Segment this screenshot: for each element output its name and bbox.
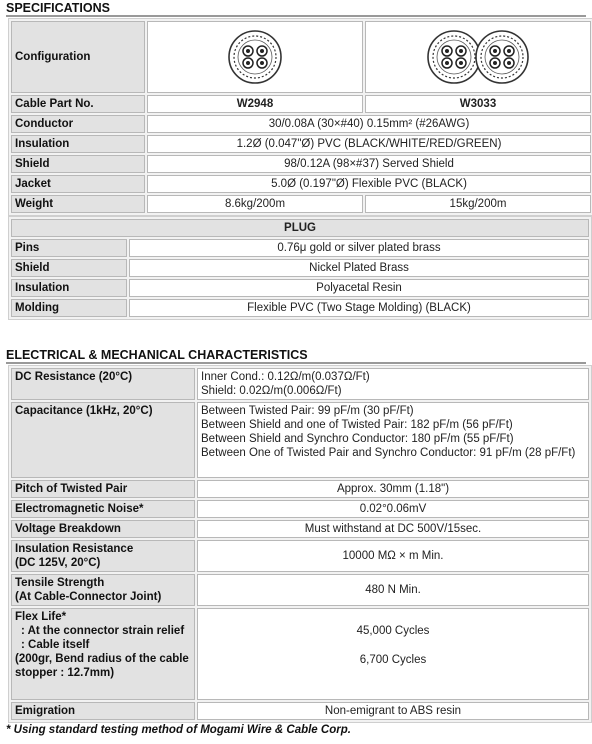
row-value: Polyacetal Resin [129, 279, 589, 297]
capacitance-value [197, 402, 589, 478]
table-row [11, 299, 589, 317]
dc-resistance-value [197, 368, 589, 400]
table-row [11, 480, 589, 498]
row-value: 98/0.12A (98×#37) Served Shield [147, 155, 591, 173]
table-row [11, 608, 589, 700]
specifications-title: SPECIFICATIONS [6, 1, 110, 15]
text-line: Insulation Resistance [15, 543, 134, 555]
text-line: : At the connector strain relief [21, 625, 185, 637]
section-divider [6, 362, 586, 364]
row-label: Jacket [11, 175, 145, 193]
row-label: Capacitance (1kHz, 20°C) [11, 402, 195, 478]
specifications-table [8, 18, 592, 216]
text-line: 45,000 Cycles [356, 625, 430, 637]
electrical-title: ELECTRICAL & MECHANICAL CHARACTERISTICS [6, 348, 308, 362]
row-label: Shield [11, 259, 127, 277]
table-row [11, 402, 589, 478]
row-value: 5.0Ø (0.197"Ø) Flexible PVC (BLACK) [147, 175, 591, 193]
table-row [11, 702, 589, 720]
table-row [11, 259, 589, 277]
text-line: Tensile Strength [15, 577, 105, 589]
text-line: Between Shield and one of Twisted Pair: 182 pF/m (56 pF/Ft) [201, 419, 513, 431]
text-line: (At Cable-Connector Joint) [15, 591, 162, 603]
row-label: Molding [11, 299, 127, 317]
row-value: Non-emigrant to ABS resin [197, 702, 589, 720]
row-value: 1.2Ø (0.047"Ø) PVC (BLACK/WHITE/RED/GREEN) [147, 135, 591, 153]
configuration-row [11, 21, 591, 93]
flex-life-value [197, 608, 589, 700]
row-label: Insulation [11, 135, 145, 153]
part-number-w3033: W3033 [365, 95, 591, 113]
row-value: Nickel Plated Brass [129, 259, 589, 277]
text-line: (200gr, Bend radius of the cable stopper : 12.7mm) [15, 653, 189, 679]
plug-header: PLUG [11, 219, 589, 237]
table-row [11, 195, 591, 213]
config-w3033-cell [365, 21, 591, 93]
row-label: DC Resistance (20°C) [11, 368, 195, 400]
row-label: Shield [11, 155, 145, 173]
row-label: Insulation [11, 279, 127, 297]
table-row [11, 500, 589, 518]
text-line: Between Shield and Synchro Conductor: 180 pF/m (55 pF/Ft) [201, 433, 514, 445]
row-label: Voltage Breakdown [11, 520, 195, 538]
table-row [11, 520, 589, 538]
row-value: Must withstand at DC 500V/15sec. [197, 520, 589, 538]
row-label [11, 608, 195, 700]
row-label: Cable Part No. [11, 95, 145, 113]
cable-cross-section-icon [227, 29, 283, 85]
row-value: 30/0.08A (30×#40) 0.15mm² (#26AWG) [147, 115, 591, 133]
row-value: 480 N Min. [197, 574, 589, 606]
text-line: (DC 125V, 20°C) [15, 557, 101, 569]
row-value: Flexible PVC (Two Stage Molding) (BLACK) [129, 299, 589, 317]
text-line: 6,700 Cycles [359, 654, 427, 666]
table-row [11, 239, 589, 257]
table-row [11, 574, 589, 606]
row-label: Conductor [11, 115, 145, 133]
footnote: * Using standard testing method of Mogami Wire & Cable Corp. [6, 724, 351, 736]
weight-w3033: 15kg/200m [365, 195, 591, 213]
row-label [11, 574, 195, 606]
text-line: Inner Cond.: 0.12Ω/m(0.037Ω/Ft) [201, 371, 370, 383]
row-label: Pins [11, 239, 127, 257]
table-row [11, 135, 591, 153]
table-row [11, 175, 591, 193]
row-label [11, 540, 195, 572]
row-value: 0.02°0.06mV [197, 500, 589, 518]
text-line: Shield: 0.02Ω/m(0.006Ω/Ft) [201, 385, 342, 397]
row-label: Electromagnetic Noise* [11, 500, 195, 518]
text-line: Between One of Twisted Pair and Synchro Conductor: 91 pF/m (28 pF/Ft) [201, 447, 576, 459]
row-value: 0.76μ gold or silver plated brass [129, 239, 589, 257]
plug-table [8, 216, 592, 320]
weight-w2948: 8.6kg/200m [147, 195, 363, 213]
row-label: Weight [11, 195, 145, 213]
part-number-w2948: W2948 [147, 95, 363, 113]
text-line: : Cable itself [21, 639, 90, 651]
table-row [11, 115, 591, 133]
plug-header-row [11, 219, 589, 237]
row-label: Emigration [11, 702, 195, 720]
table-row [11, 368, 589, 400]
row-value: 10000 MΩ × m Min. [197, 540, 589, 572]
text-line: Flex Life* [15, 611, 67, 623]
row-value: Approx. 30mm (1.18") [197, 480, 589, 498]
text-line: Between Twisted Pair: 99 pF/m (30 pF/Ft) [201, 405, 414, 417]
table-row [11, 279, 589, 297]
configuration-label: Configuration [11, 21, 145, 93]
table-row [11, 540, 589, 572]
table-row [11, 95, 591, 113]
electrical-table [8, 365, 592, 723]
config-w2948-cell [147, 21, 363, 93]
section-divider [6, 15, 586, 17]
table-row [11, 155, 591, 173]
dual-cable-cross-section-icon [426, 29, 530, 85]
row-label: Pitch of Twisted Pair [11, 480, 195, 498]
